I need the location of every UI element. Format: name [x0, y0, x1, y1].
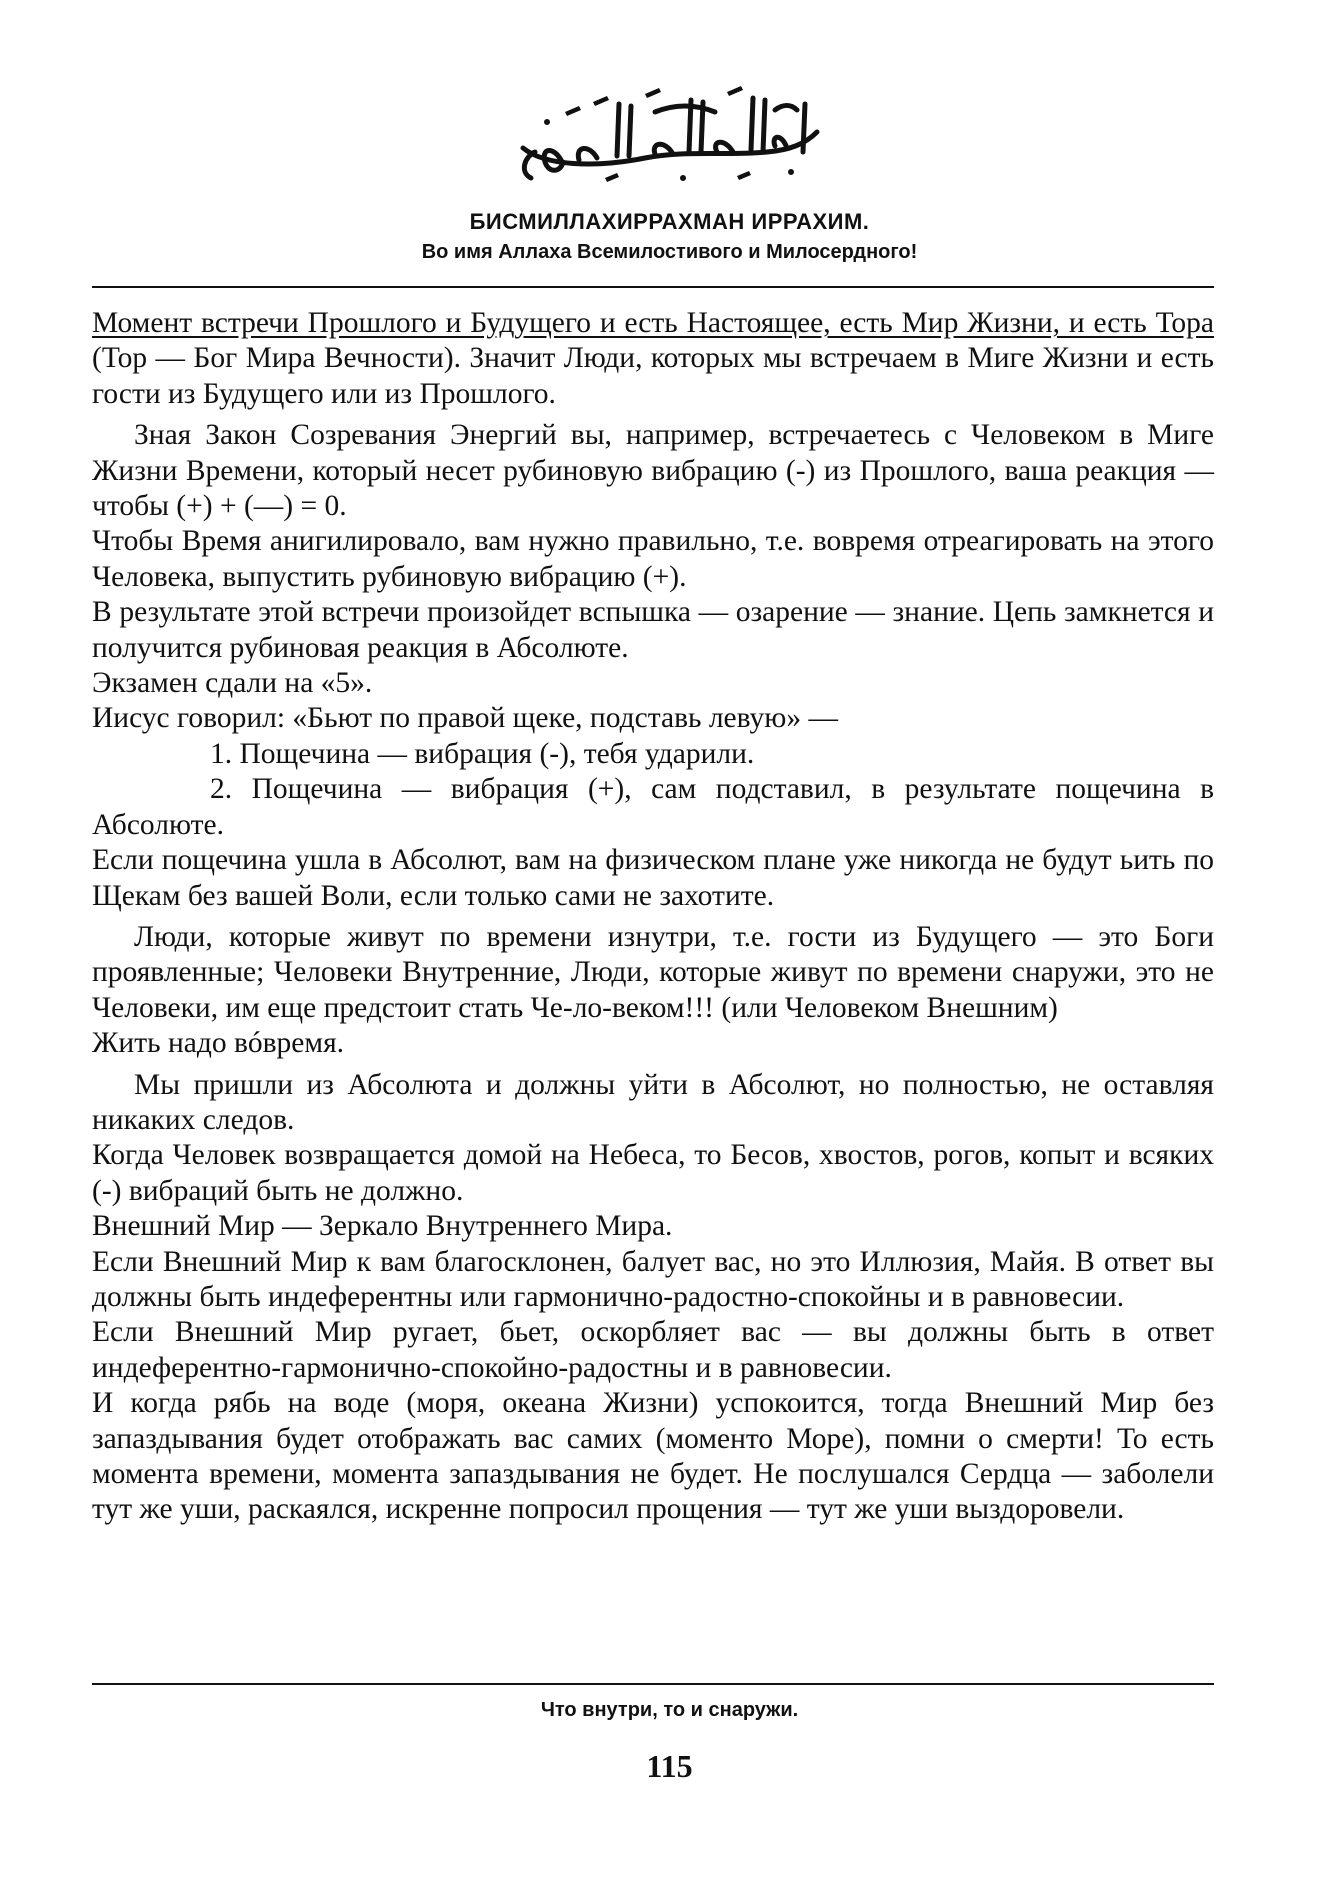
list-item-1: 1. Пощечина — вибрация (-), тебя ударили.: [210, 737, 755, 770]
paragraph-10: Люди, которые живут по времени изнутри, т.е. гости из Будущего — это Боги проявленные; Человеки Внутренние, Люди, которые живут по времени снаружи, это не Человеки, им еще предстоит стать Че-ло-веком!!! (или Человеком Внешним): [92, 920, 1214, 1024]
paragraph-17: И когда рябь на воде (моря, океана Жизни) успокоится, тогда Внешний Мир без запаздывания будет отображать вас самих (моменто Море), помни о смерти! То есть момента времени, момента запаздывания не будет. Не послушался Сердца — заболели тут же уши, раскаялся, искренне попросил прощения — тут же уши выздоровели.: [92, 1387, 1214, 1526]
paragraph-1: [92, 306, 1214, 412]
header-subtitle: Во имя Аллаха Всемилостивого и Милосердного!: [421, 241, 918, 263]
bottom-divider: [92, 1683, 1214, 1685]
list-item-2: 2. Пощечина — вибрация (+), сам подставил, в результате пощечина в Абсолюте.: [92, 773, 1214, 841]
paragraph-9: Если пощечина ушла в Абсолют, вам на физическом плане уже никогда не будут ьить по Щекам без вашей Воли, если только сами не захотите.: [92, 844, 1214, 912]
top-divider: [92, 286, 1214, 288]
paragraph-5: Экзамен сдали на «5».: [92, 667, 373, 700]
page-number: 115: [646, 1748, 693, 1784]
paragraph-11: Жить надо вóвремя.: [92, 1027, 345, 1060]
bismillah-calligraphy-image: [505, 82, 835, 194]
paragraph-3: Чтобы Время анигилировало, вам нужно правильно, т.е. вовремя отреагировать на этого Человека, выпустить рубиновую вибрацию (+).: [92, 525, 1214, 593]
bismillah-calligraphy: [0, 82, 1339, 194]
paragraph-12: Мы пришли из Абсолюта и должны уйти в Абсолют, но полностью, не оставляя никаких следов.: [92, 1068, 1214, 1136]
paragraph-1-rest: (Тор — Бог Мира Вечности). Значит Люди, которых мы встречаем в Миге Жизни и есть гости из Будущего или из Прошлого.: [92, 342, 1214, 410]
paragraph-16: Если Внешний Мир ругает, бьет, оскорбляет вас — вы должны быть в ответ индеферентно-гармонично-спокойно-радостны и в равновесии.: [92, 1316, 1214, 1384]
body-text: [92, 306, 1214, 1528]
paragraph-14: Внешний Мир — Зеркало Внутреннего Мира.: [92, 1210, 673, 1243]
paragraph-1-underlined: Момент встречи Прошлого и Будущего и есть Настоящее, есть Мир Жизни, и есть Тора: [92, 307, 1214, 339]
header-title: БИСМИЛЛАХИРРАХМАН ИРРАХИМ.: [469, 209, 870, 234]
paragraph-2: Зная Закон Созревания Энергий вы, например, встречаетесь с Человеком в Миге Жизни Времени, который несет рубиновую вибрацию (-) из Прошлого, ваша реакция — чтобы (+) + (—) = 0.: [92, 419, 1214, 523]
paragraph-6: Иисус говорил: «Бьют по правой щеке, подставь левую» —: [92, 702, 838, 735]
footer-motto: Что внутри, то и снаружи.: [540, 1699, 799, 1721]
paragraph-13: Когда Человек возвращается домой на Небеса, то Бесов, хвостов, рогов, копыт и всяких (-) вибраций быть не должно.: [92, 1139, 1214, 1207]
paragraph-4: В результате этой встречи произойдет вспышка — озарение — знание. Цепь замкнется и получится рубиновая реакция в Абсолюте.: [92, 596, 1214, 664]
paragraph-15: Если Внешний Мир к вам благосклонен, балует вас, но это Иллюзия, Майя. В ответ вы должны быть индеферентны или гармонично-радостно-спокойны и в равновесии.: [92, 1245, 1214, 1313]
